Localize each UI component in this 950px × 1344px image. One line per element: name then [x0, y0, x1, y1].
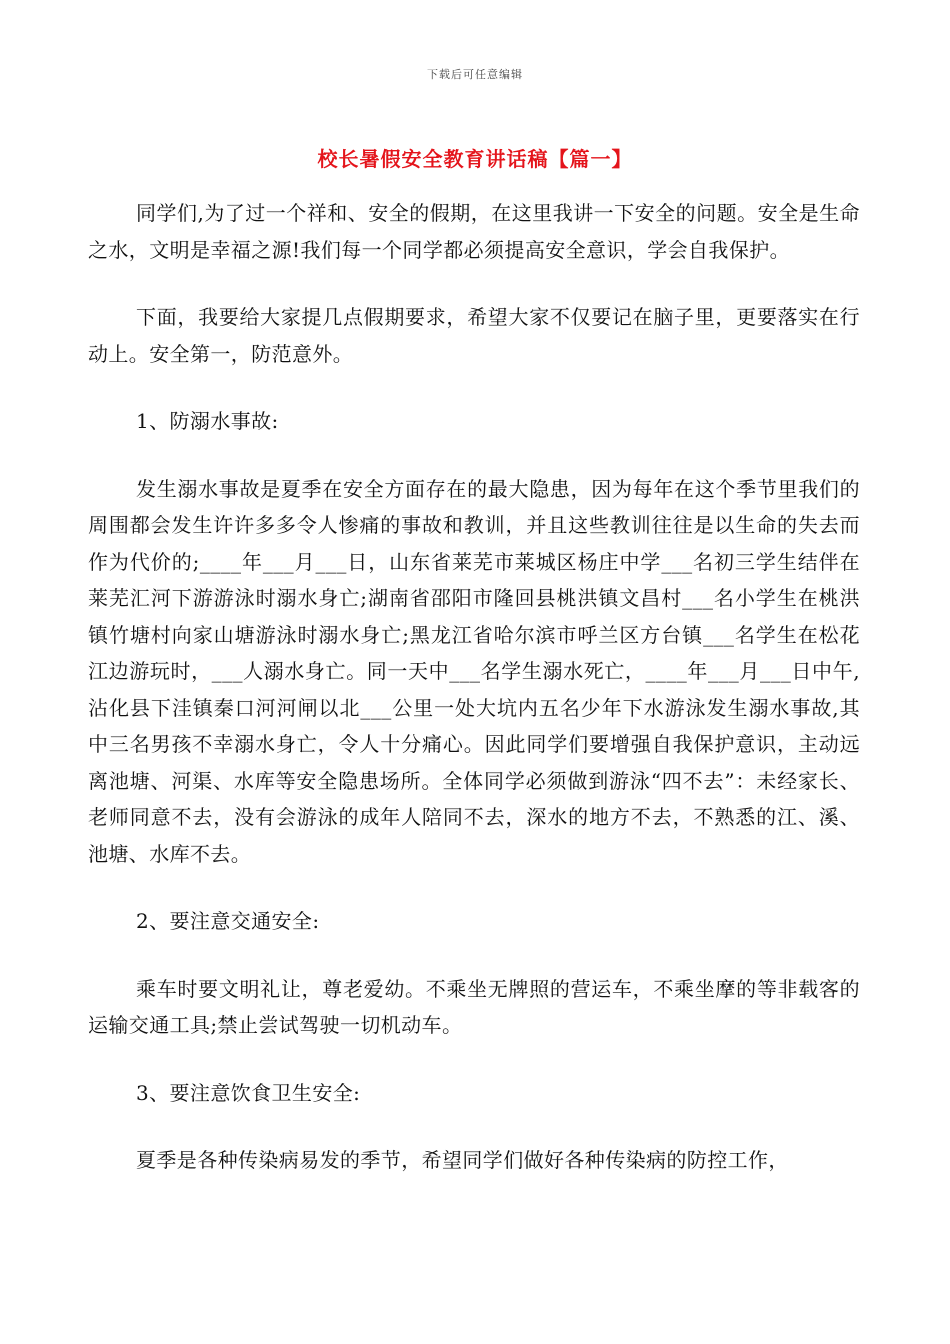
paragraph-food: 夏季是各种传染病易发的季节，希望同学们做好各种传染病的防控工作，: [136, 1148, 789, 1172]
paragraph-requirements: 下面，我要给大家提几点假期要求，希望大家不仅要记在脑子里，更要落实在行动上。安全第一，防范意外。: [88, 305, 860, 366]
section-heading-drowning: 1、防溺水事故:: [136, 409, 279, 433]
paragraph-drowning: 发生溺水事故是夏季在安全方面存在的最大隐患，因为每年在这个季节里我们的周围都会发生许许多多令人惨痛的事故和教训，并且这些教训往往是以生命的失去而作为代价的;____年___月___日，山东省莱芜市莱城区杨庄中学___名初三学生结伴在莱芜汇河下游游泳时溺水身亡;湖南省邵阳市隆回县桃洪镇文昌村___名小学生在桃洪镇竹塘村向家山塘游泳时溺水身亡;黑龙江省哈尔滨市呼兰区方台镇___名学生在松花江边游玩时，___人溺水身亡。同一天中___名学生溺水死亡，____年___月___日中午,沾化县下洼镇秦口河河闸以北___公里一处大坑内五名少年下水游泳发生溺水事故,其中三名男孩不幸溺水身亡，令人十分痛心。因此同学们要增强自我保护意识，主动远离池塘、河渠、水库等安全隐患场所。全体同学必须做到游泳“四不去”：未经家长、老师同意不去，没有会游泳的成年人陪同不去，深水的地方不去，不熟悉的江、溪、池塘、水库不去。: [88, 476, 860, 866]
document-title: 校长暑假安全教育讲话稿【篇一】: [317, 147, 633, 171]
section-heading-traffic: 2、要注意交通安全:: [136, 909, 320, 933]
paragraph-traffic: 乘车时要文明礼让，尊老爱幼。不乘坐无牌照的营运车，不乘坐摩的等非载客的运输交通工具;禁止尝试驾驶一切机动车。: [88, 976, 860, 1037]
document-body: [88, 195, 860, 1179]
header-note: 下载后可任意编辑: [427, 68, 523, 81]
paragraph-intro: 同学们,为了过一个祥和、安全的假期，在这里我讲一下安全的问题。安全是生命之水，文明是幸福之源!我们每一个同学都必须提高安全意识，学会自我保护。: [88, 201, 860, 262]
section-heading-food: 3、要注意饮食卫生安全:: [136, 1080, 361, 1105]
